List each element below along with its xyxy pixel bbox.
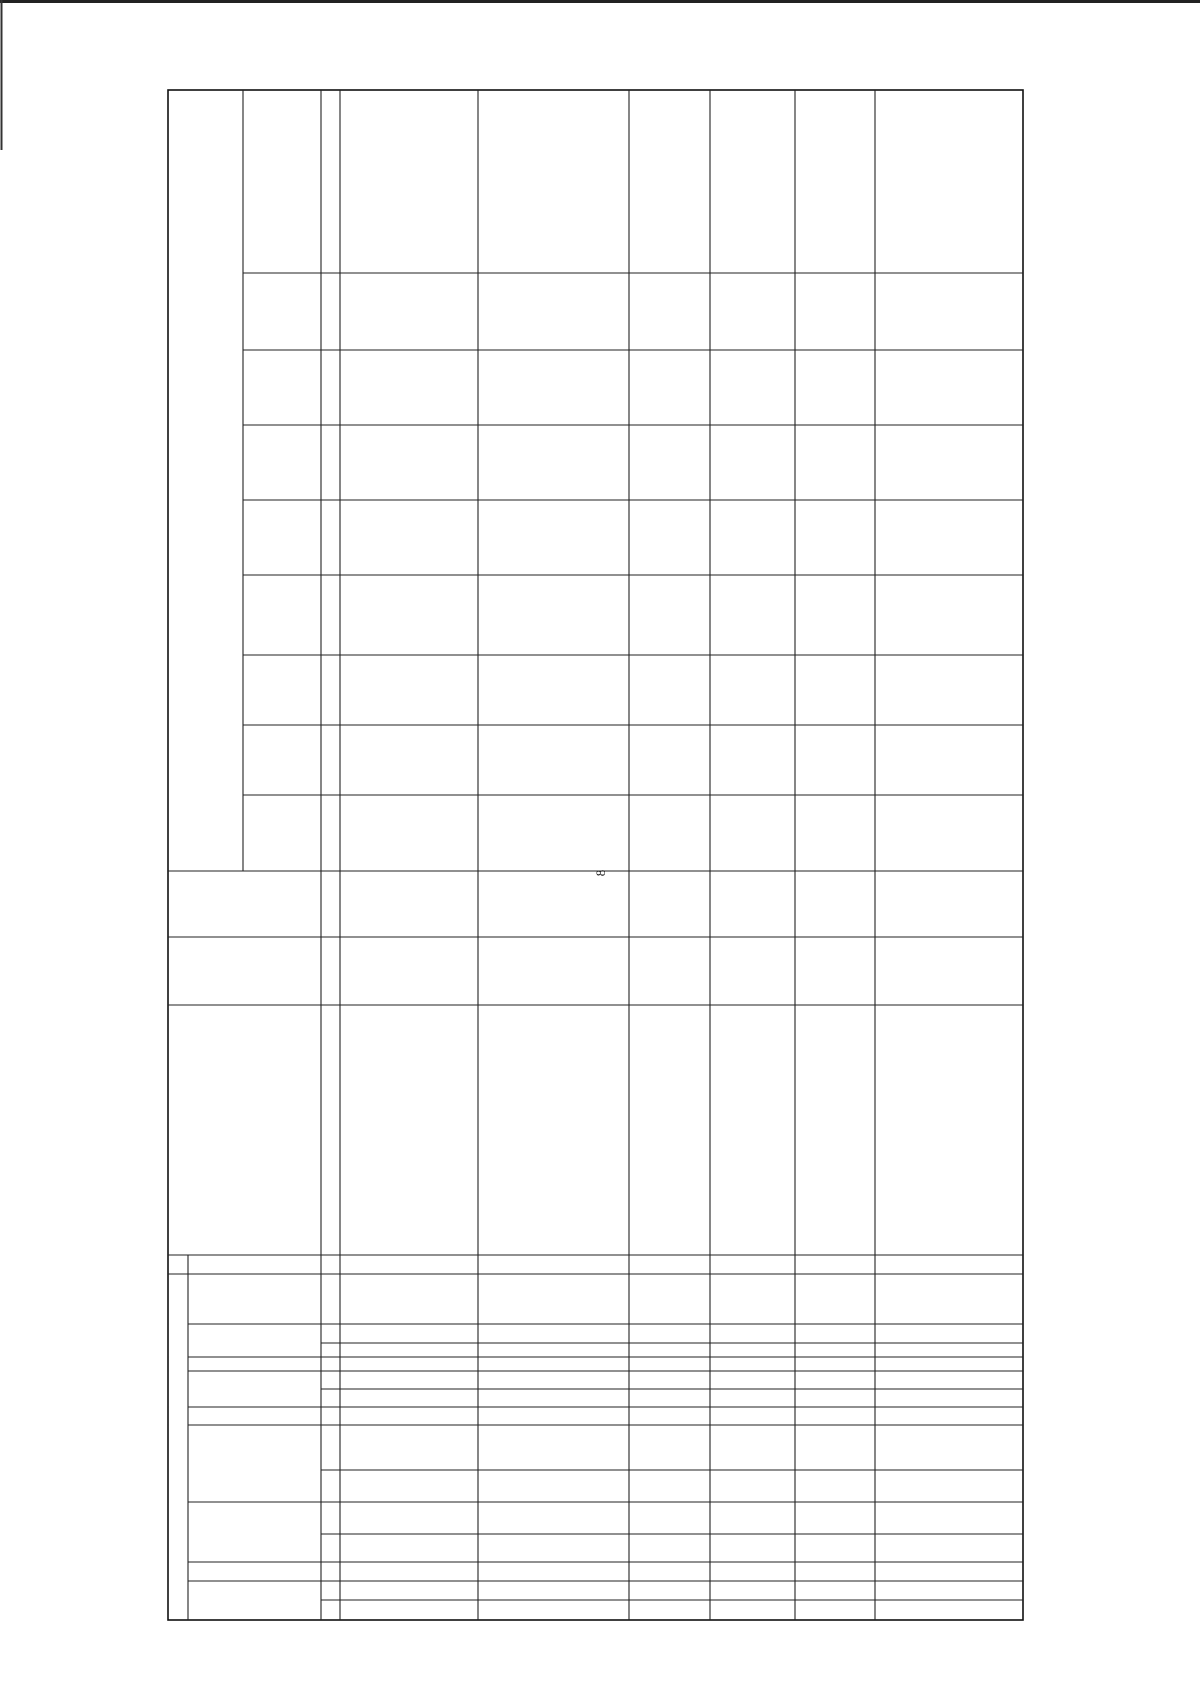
page-number: 8 bbox=[593, 869, 608, 877]
